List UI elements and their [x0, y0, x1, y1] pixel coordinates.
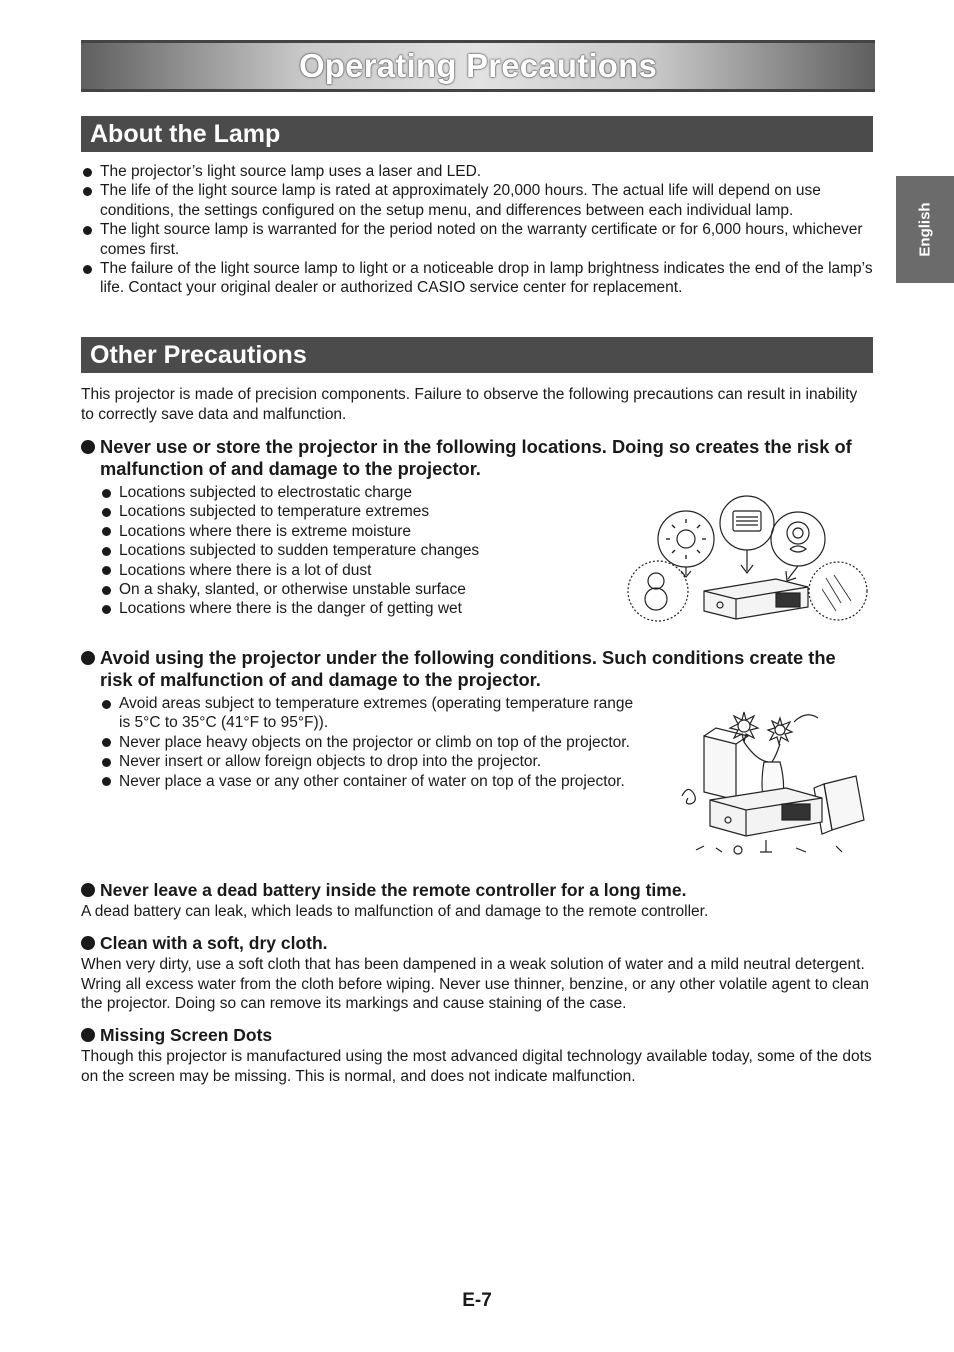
locations-heading: Never use or store the projector in the following locations. Doing so creates the risk of malfunction of and damage to the projector.	[81, 436, 873, 480]
lamp-bullet: The failure of the light source lamp to light or a noticeable drop in lamp brightness indicates the end of the lamp’s life. Contact your original dealer or authorized CASIO service center for replacement.	[81, 259, 873, 298]
locations-bullet: Locations where there is extreme moisture	[100, 522, 560, 541]
page-number: E-7	[462, 1290, 492, 1311]
lamp-bullet-list	[81, 162, 873, 298]
conditions-bullet: Never place heavy objects on the projector or climb on top of the projector.	[100, 733, 645, 752]
clean-text: When very dirty, use a soft cloth that has been dampened in a weak solution of water and a mild neutral detergent. Wring all excess water from the cloth before wiping. Never use thinner, benzine, or any other volatile agent to clean the projector. Doing so can remove its markings and cause staining of the case.	[81, 956, 870, 1013]
battery-heading: Never leave a dead battery inside the remote controller for a long time.	[81, 880, 873, 900]
vase-on-projector-illustration	[676, 700, 870, 860]
hazard-locations-illustration	[626, 493, 870, 625]
locations-bullet: Locations where there is the danger of getting wet	[100, 599, 560, 618]
section-heading-lamp: About the Lamp	[81, 116, 873, 152]
language-tab	[896, 176, 954, 283]
battery-text: A dead battery can leak, which leads to malfunction of and damage to the remote controller.	[81, 903, 709, 920]
clean-heading: Clean with a soft, dry cloth.	[81, 933, 873, 953]
lamp-bullet: The projector’s light source lamp uses a laser and LED.	[81, 162, 873, 181]
missing-dots-heading: Missing Screen Dots	[81, 1025, 873, 1045]
section-heading-other: Other Precautions	[81, 337, 873, 373]
lamp-bullet: The life of the light source lamp is rated at approximately 20,000 hours. The actual life will depend on use conditions, the settings configured on the setup menu, and differences between each individual lamp.	[81, 181, 873, 220]
conditions-heading: Avoid using the projector under the following conditions. Such conditions create the risk of malfunction of and damage to the projector.	[81, 647, 873, 691]
language-tab-label: English	[916, 202, 934, 257]
locations-bullet: Locations subjected to sudden temperature changes	[100, 541, 560, 560]
page-title-banner	[81, 40, 875, 92]
other-intro-text: This projector is made of precision components. Failure to observe the following precautions can result in inability to correctly save data and malfunction.	[81, 386, 858, 423]
locations-bullet: On a shaky, slanted, or otherwise unstable surface	[100, 580, 560, 599]
locations-bullet: Locations subjected to electrostatic charge	[100, 483, 560, 502]
missing-dots-text: Though this projector is manufactured using the most advanced digital technology available today, some of the dots on the screen may be missing. This is normal, and does not indicate malfunction.	[81, 1048, 872, 1085]
locations-bullet: Locations subjected to temperature extremes	[100, 502, 560, 521]
locations-bullet: Locations where there is a lot of dust	[100, 561, 560, 580]
conditions-bullet-list	[100, 694, 645, 791]
locations-bullet-list	[100, 483, 560, 619]
conditions-bullet: Avoid areas subject to temperature extremes (operating temperature range is 5°C to 35°C (41°F to 95°F)).	[100, 694, 645, 733]
conditions-bullet: Never place a vase or any other container of water on top of the projector.	[100, 772, 645, 791]
page-title: Operating Precautions	[298, 47, 658, 84]
lamp-bullet: The light source lamp is warranted for the period noted on the warranty certificate or for 6,000 hours, whichever comes first.	[81, 220, 873, 259]
conditions-bullet: Never insert or allow foreign objects to drop into the projector.	[100, 752, 645, 771]
